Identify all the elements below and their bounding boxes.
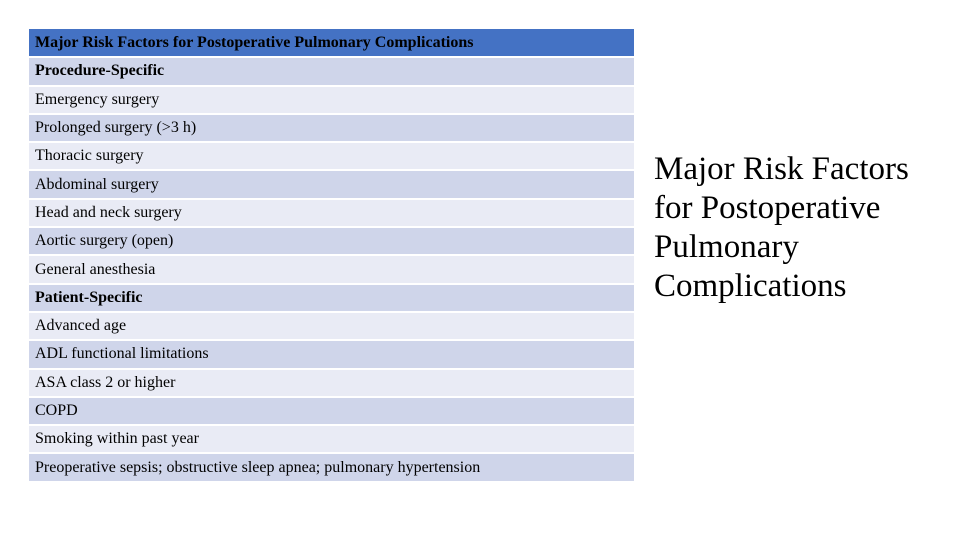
table-section-row (29, 284, 634, 312)
risk-factor-cell: Advanced age (29, 312, 634, 340)
table-header-cell: Major Risk Factors for Postoperative Pulmonary Complications (29, 29, 634, 57)
risk-factor-cell: Prolonged surgery (>3 h) (29, 114, 634, 142)
table-row (29, 255, 634, 283)
table-row (29, 312, 634, 340)
slide-title: Major Risk Factors for Postoperative Pulmonary Complications (654, 151, 909, 304)
risk-factor-cell: ADL functional limitations (29, 340, 634, 368)
table-row (29, 425, 634, 453)
risk-factors-table-body (29, 29, 634, 482)
risk-factors-table (29, 29, 634, 483)
table-row (29, 453, 634, 481)
risk-factor-cell: Emergency surgery (29, 86, 634, 114)
table-row (29, 170, 634, 198)
risk-factor-cell: Thoracic surgery (29, 142, 634, 170)
risk-factor-cell: Aortic surgery (open) (29, 227, 634, 255)
table-section-row (29, 57, 634, 85)
table-row (29, 227, 634, 255)
table-row (29, 199, 634, 227)
section-heading-cell: Procedure-Specific (29, 57, 634, 85)
table-row (29, 114, 634, 142)
table-row (29, 340, 634, 368)
risk-factor-cell: Head and neck surgery (29, 199, 634, 227)
risk-factor-cell: Preoperative sepsis; obstructive sleep apnea; pulmonary hypertension (29, 453, 634, 481)
section-heading-cell: Patient-Specific (29, 284, 634, 312)
risk-factor-cell: COPD (29, 397, 634, 425)
risk-factor-cell: General anesthesia (29, 255, 634, 283)
table-row (29, 369, 634, 397)
risk-factor-cell: Smoking within past year (29, 425, 634, 453)
table-row (29, 142, 634, 170)
table-row (29, 86, 634, 114)
risk-factor-cell: ASA class 2 or higher (29, 369, 634, 397)
risk-factor-cell: Abdominal surgery (29, 170, 634, 198)
table-row (29, 397, 634, 425)
table-header-row (29, 29, 634, 57)
